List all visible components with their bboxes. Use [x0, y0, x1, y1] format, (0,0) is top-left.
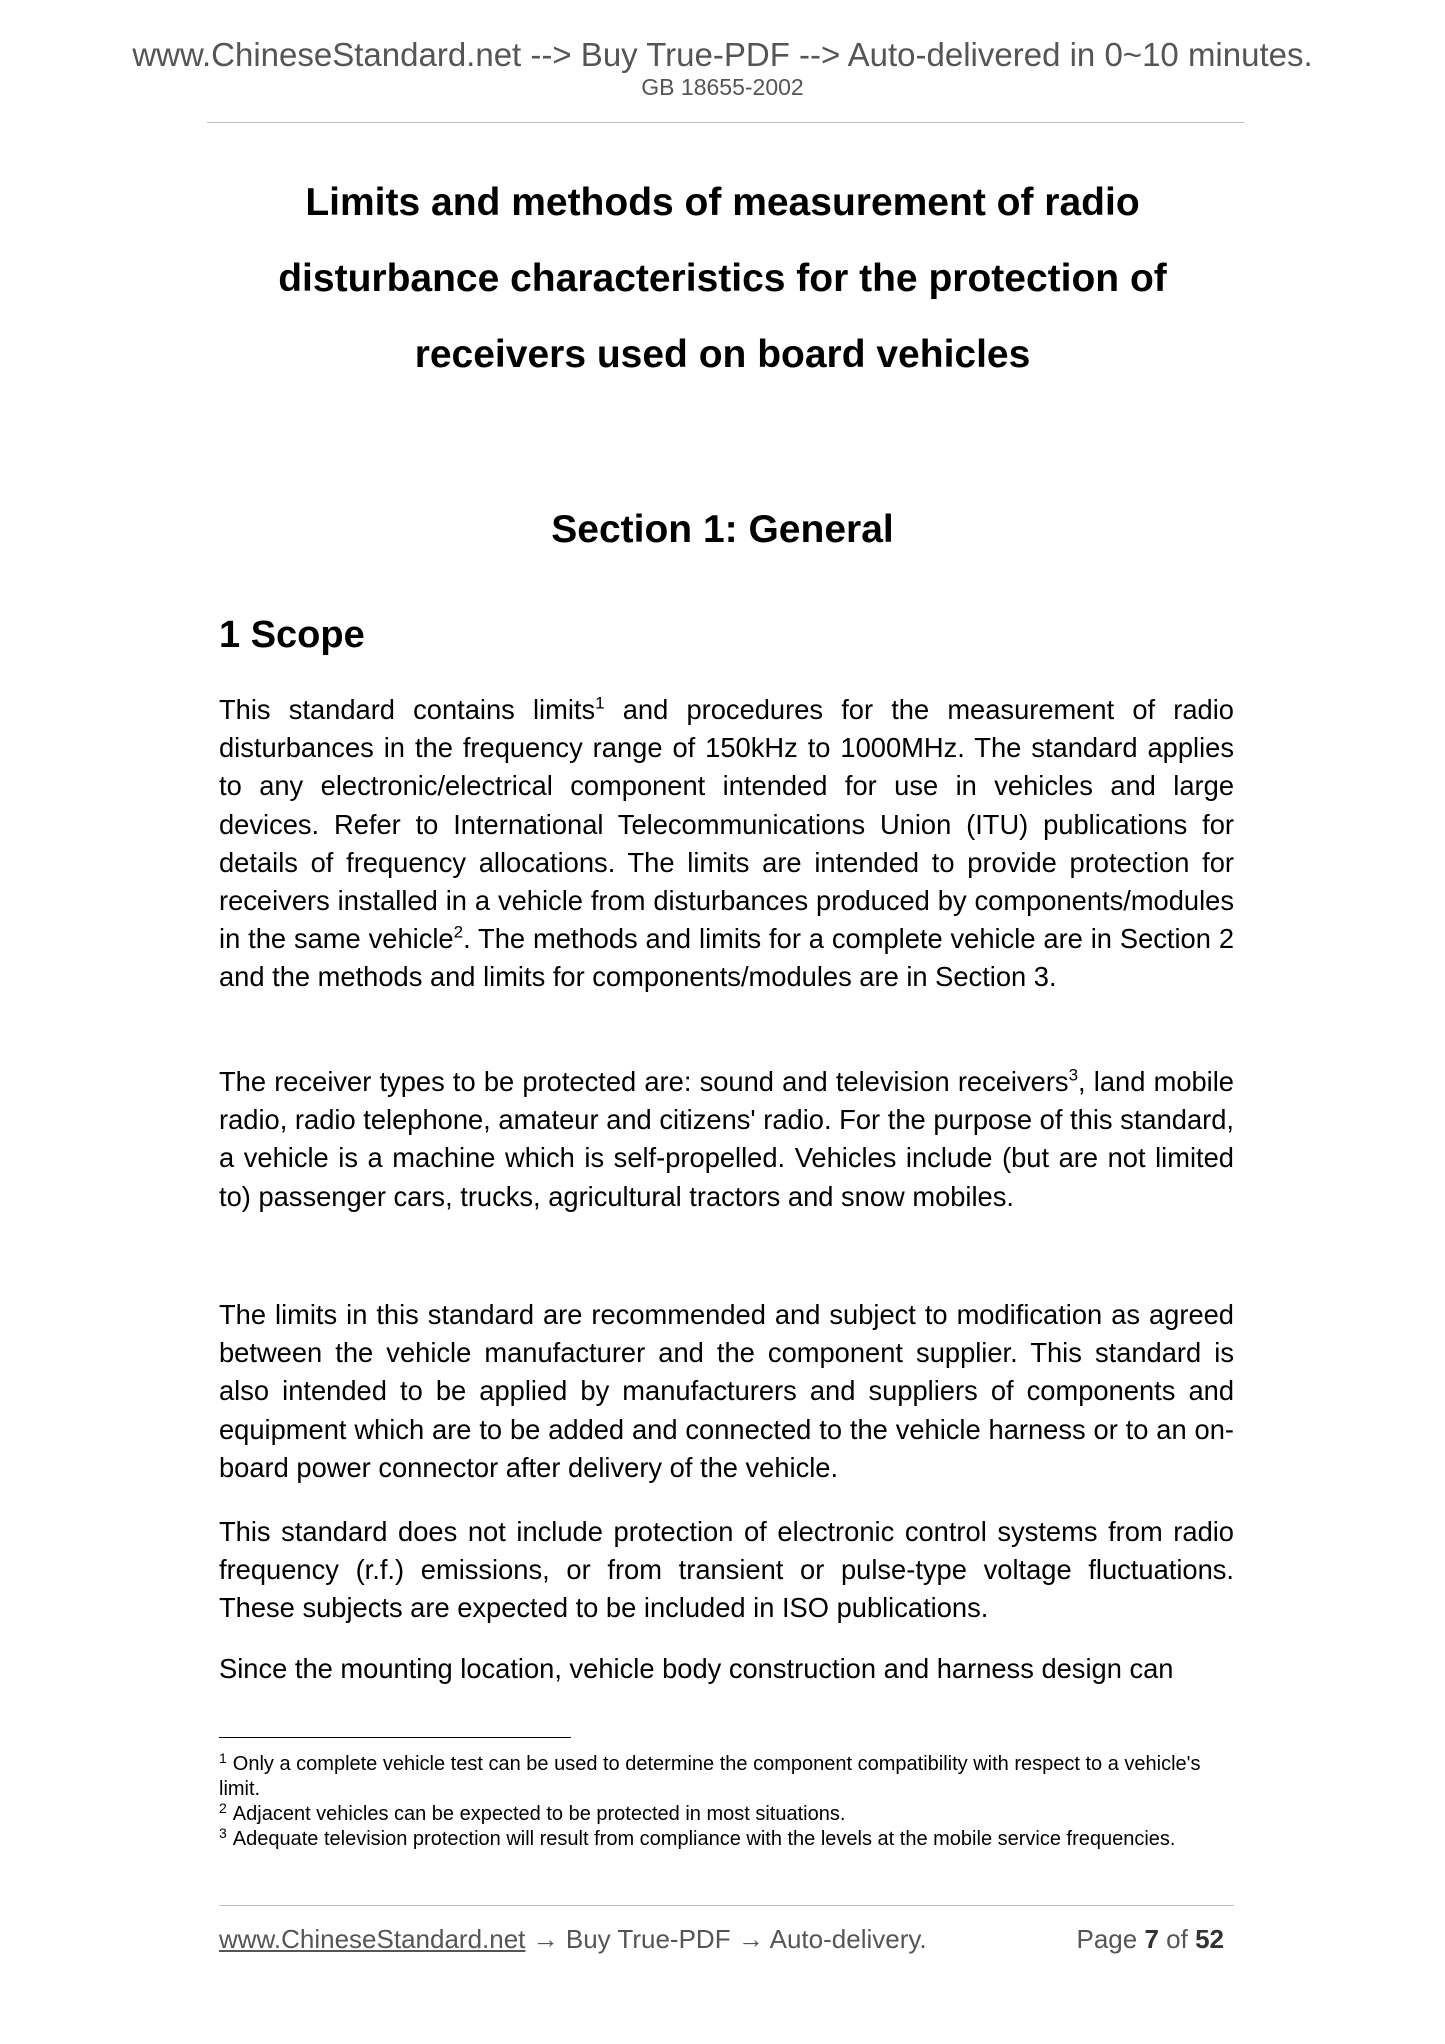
of-label: of	[1166, 1924, 1188, 1954]
document-title	[0, 165, 1445, 393]
footnote-2: $^2$ Adjacent vehicles can be expected to be protected in most situations.	[219, 1800, 846, 1825]
document-code: GB 18655-2002	[641, 74, 804, 100]
arrow-right-icon: →	[532, 1924, 559, 1954]
footer-divider	[219, 1905, 1234, 1906]
footer-site-link[interactable]: www.ChineseStandard.net	[219, 1924, 526, 1954]
arrow-right-icon: →	[737, 1924, 764, 1954]
footnote-1: $^1$ Only a complete vehicle test can be used to determine the component compatibility with respect to a vehicle's limit.	[219, 1750, 1201, 1800]
footnote-3: $^3$ Adequate television protection will result from compliance with the levels at the mobile service frequencies.	[219, 1825, 1176, 1850]
title-line-3: receivers used on board vehicles	[414, 333, 1031, 376]
page-indicator	[1076, 1926, 1224, 1952]
title-line-1: Limits and methods of measurement of radio	[305, 181, 1140, 224]
page-total: 52	[1195, 1924, 1224, 1954]
clause-heading: 1 Scope	[219, 614, 365, 656]
footer-delivery-text: Auto-delivery.	[769, 1924, 927, 1954]
paragraph-1: This standard contains limits$^1$ and procedures for the measurement of radio disturbances in the frequency range of 150kHz to 1000MHz. The standard applies to any electronic/electrical component intended for use in vehicles and large devices. Refer to International Telecommunications Union (ITU) publications for details of frequency allocations. The limits are intended to provide protection for receivers installed in a vehicle from disturbances produced by components/modules in the same vehicle$^2$. The methods and limits for a complete vehicle are in Section 2 and the methods and limits for components/modules are in Section 3.	[219, 693, 1234, 993]
page-number: 7	[1144, 1924, 1159, 1954]
footnote-ref-1[interactable]: 1	[595, 693, 605, 713]
header-divider	[207, 122, 1244, 123]
footnote-divider	[219, 1737, 571, 1738]
paragraph-2: The receiver types to be protected are: sound and television receivers$^3$, land mobile radio, radio telephone, amateur and citizens' radio. For the purpose of this standard, a vehicle is a machine which is self-propelled. Vehicles include (but are not limited to) passenger cars, trucks, agricultural tractors and snow mobiles.	[219, 1065, 1234, 1212]
footer-buy-text: Buy True-PDF	[565, 1924, 731, 1954]
paragraph-4: This standard does not include protection of electronic control systems from radio frequency (r.f.) emissions, or from transient or pulse-type voltage fluctuations. These subjects are expected to be included in ISO publications.	[219, 1516, 1234, 1624]
paragraph-5: Since the mounting location, vehicle body construction and harness design can	[219, 1653, 1174, 1684]
section-heading: Section 1: General	[551, 508, 894, 551]
title-line-2: disturbance characteristics for the protection of	[278, 257, 1167, 300]
footnotes	[219, 1752, 1234, 1852]
top-banner[interactable]: www.ChineseStandard.net --> Buy True-PDF --> Auto-delivered in 0~10 minutes.	[132, 36, 1313, 73]
footnote-ref-3[interactable]: 3	[1068, 1065, 1079, 1085]
footer-promo	[219, 1926, 927, 1952]
page-label: Page	[1076, 1924, 1138, 1954]
paragraph-3: The limits in this standard are recommended and subject to modification as agreed between the vehicle manufacturer and the component supplier. This standard is also intended to be applied by manufacturers and suppliers of components and equipment which are to be added and connected to the vehicle harness or to an on-board power connector after delivery of the vehicle.	[219, 1299, 1234, 1483]
footnote-ref-2[interactable]: 2	[453, 922, 464, 942]
